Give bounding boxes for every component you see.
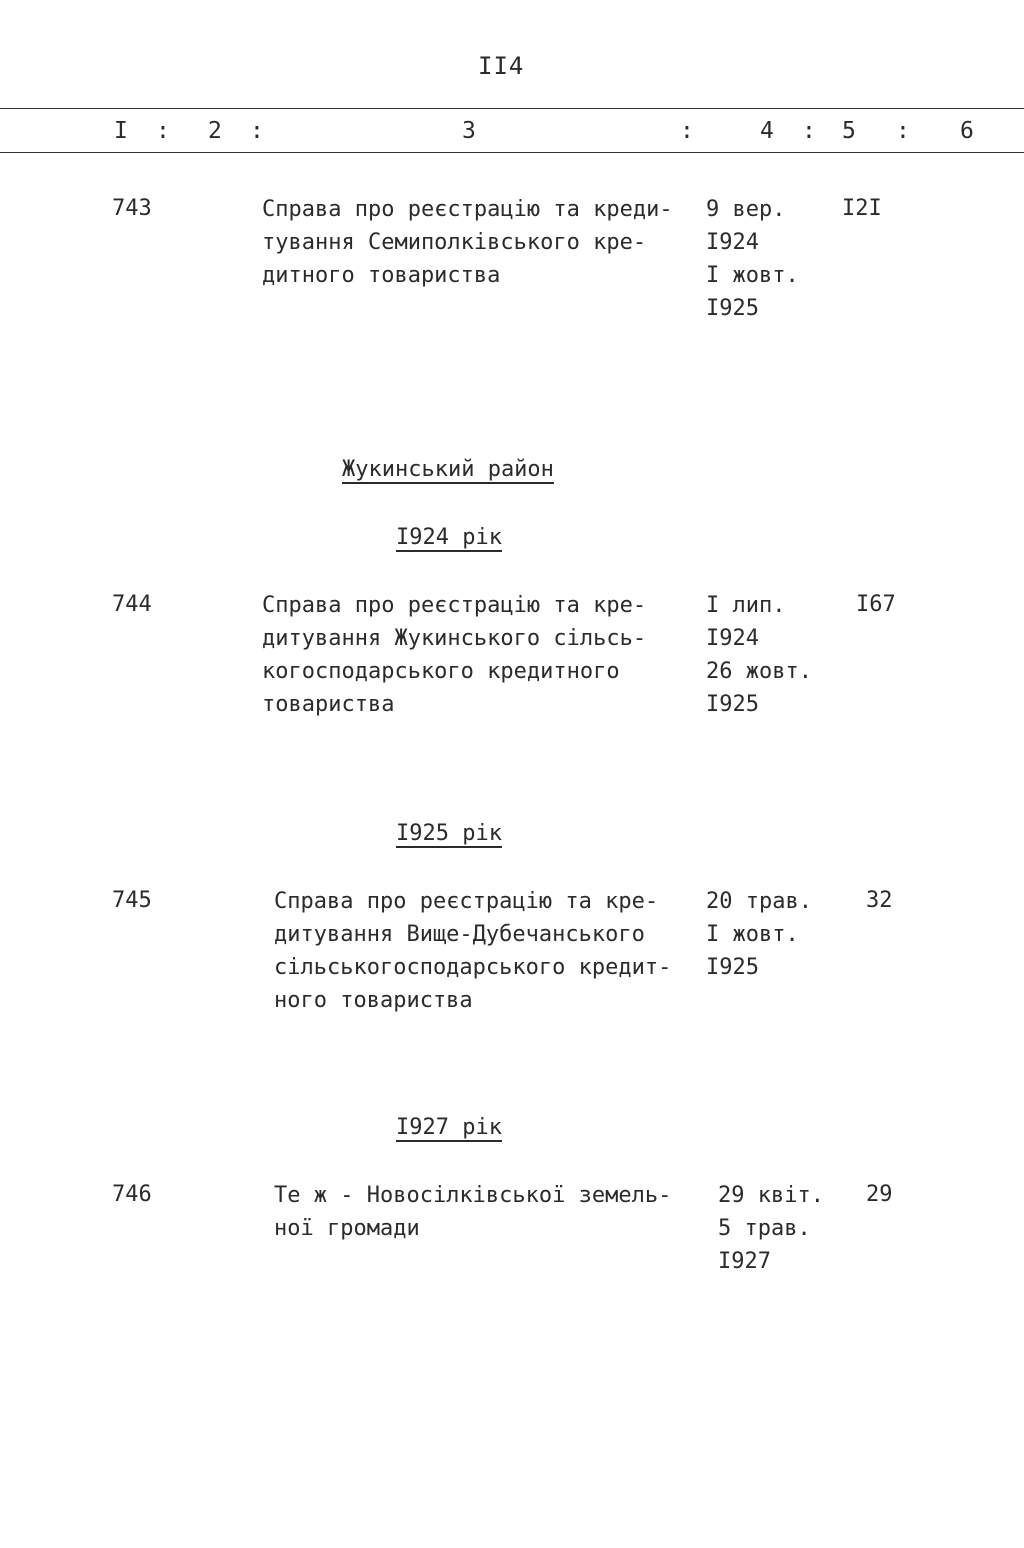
column-separator: : (896, 118, 910, 144)
entry-sheet-count: 32 (866, 888, 893, 913)
description-line: дитування Жукинського сільсь- (262, 626, 647, 651)
column-separator: : (802, 118, 816, 144)
date-line: I924 (706, 626, 759, 651)
entry-number: 746 (112, 1182, 152, 1207)
entry-description (274, 885, 671, 1017)
date-line: 9 вер. (706, 197, 786, 222)
description-line: Справа про реєстрацію та кре- (274, 889, 659, 914)
entry-description (262, 589, 646, 721)
entry-description (274, 1179, 671, 1245)
description-line: тування Семиполківського кре- (262, 230, 647, 255)
description-line: сільськогосподарського кредит- (274, 955, 672, 980)
description-line: товариства (262, 692, 395, 717)
column-separator: : (250, 118, 264, 144)
entry-dates (718, 1179, 824, 1278)
date-line: I925 (706, 955, 759, 980)
entry-sheet-count: I2I (842, 196, 882, 221)
date-line: 29 квіт. (718, 1183, 824, 1208)
date-line: I924 (706, 230, 759, 255)
column-header-3: 3 (462, 118, 476, 144)
entry-dates (706, 885, 812, 984)
description-line: ного товариства (274, 988, 473, 1013)
description-line: дитного товариства (262, 263, 501, 288)
description-line: когосподарського кредитного (262, 659, 620, 684)
date-line: 5 трав. (718, 1216, 811, 1241)
date-line: I925 (706, 296, 759, 321)
entry-description (262, 193, 673, 292)
entry-sheet-count: I67 (856, 592, 896, 617)
description-line: ної громади (274, 1216, 420, 1241)
date-line: I927 (718, 1249, 771, 1274)
column-header-2: 2 (208, 118, 222, 144)
column-header-1: I (114, 118, 128, 144)
entry-number: 743 (112, 196, 152, 221)
entry-dates (706, 589, 812, 721)
date-line: 26 жовт. (706, 659, 812, 684)
entry-sheet-count: 29 (866, 1182, 893, 1207)
column-header-6: 6 (960, 118, 974, 144)
table-header-top-rule (0, 108, 1024, 109)
column-header-4: 4 (760, 118, 774, 144)
entry-number: 744 (112, 592, 152, 617)
entry-dates (706, 193, 799, 325)
date-line: 20 трав. (706, 889, 812, 914)
column-separator: : (680, 118, 694, 144)
year-heading-1925: I925 рік (396, 821, 502, 846)
page-number: II4 (478, 52, 525, 80)
table-header-bottom-rule (0, 152, 1024, 153)
date-line: I жовт. (706, 263, 799, 288)
column-header-5: 5 (842, 118, 856, 144)
description-line: дитування Вище-Дубечанського (274, 922, 645, 947)
year-heading-1924: I924 рік (396, 525, 502, 550)
date-line: I лип. (706, 593, 786, 618)
column-separator: : (156, 118, 170, 144)
date-line: I жовт. (706, 922, 799, 947)
entry-number: 745 (112, 888, 152, 913)
date-line: I925 (706, 692, 759, 717)
description-line: Справа про реєстрацію та креди- (262, 197, 673, 222)
year-heading-1927: I927 рік (396, 1115, 502, 1140)
description-line: Справа про реєстрацію та кре- (262, 593, 647, 618)
description-line: Те ж - Новосілківської земель- (274, 1183, 672, 1208)
district-heading: Жукинський район (342, 457, 554, 482)
